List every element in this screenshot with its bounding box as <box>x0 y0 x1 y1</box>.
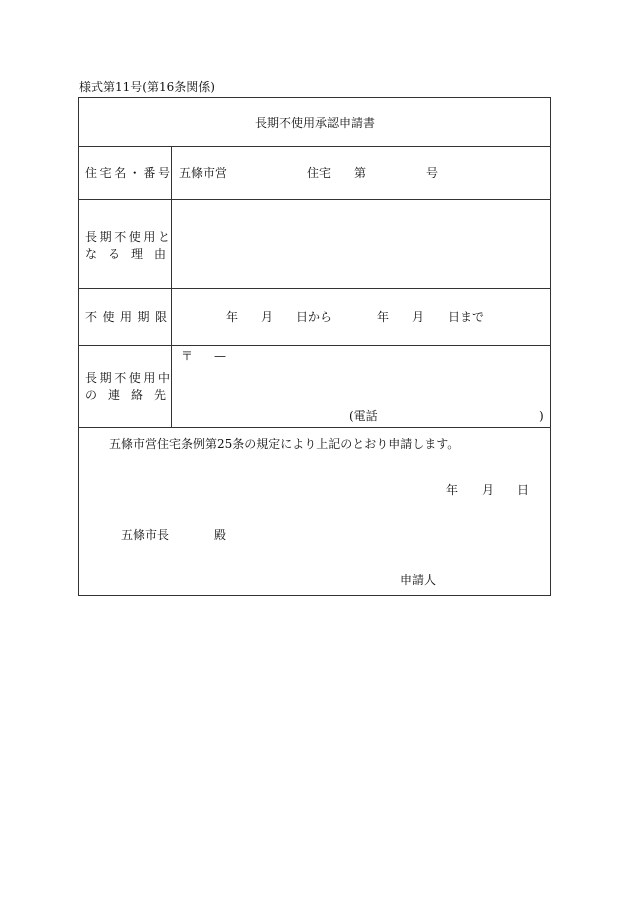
postal-mark-icon: 〒 <box>181 349 194 363</box>
period-label: 不使用期限 <box>85 310 173 324</box>
contact-label-line2: の連絡先 <box>85 388 178 402</box>
declaration-date-year: 年 <box>446 483 459 497</box>
row-divider-reason <box>78 288 551 289</box>
period-to-year: 年 <box>377 310 390 324</box>
period-from-month: 月 <box>261 310 274 324</box>
period-from-year: 年 <box>226 310 239 324</box>
addressee: 五條市長 <box>121 528 170 542</box>
period-to-month: 月 <box>412 310 425 324</box>
applicant-label: 申請人 <box>400 573 437 587</box>
addressee-honorific: 殿 <box>214 528 227 542</box>
postal-code-dash: — <box>214 349 226 363</box>
period-to-day: 日まで <box>448 310 485 324</box>
row-divider-title <box>78 146 551 147</box>
row-divider-housing <box>78 199 551 200</box>
period-from-day: 日から <box>296 310 333 324</box>
phone-close: ) <box>539 409 544 423</box>
declaration-statement: 五條市営住宅条例第25条の規定により上記のとおり申請します。 <box>109 437 460 451</box>
phone-open: (電話 <box>349 409 378 423</box>
housing-name-suffix: 住宅 <box>307 166 332 180</box>
contact-label-line1: 長期不使用中 <box>85 371 173 385</box>
declaration-date-month: 月 <box>482 483 495 497</box>
column-divider <box>171 146 172 428</box>
reason-label-line1: 長期不使用と <box>85 230 173 244</box>
housing-number-suffix: 号 <box>426 166 439 180</box>
housing-number-prefix: 第 <box>354 166 367 180</box>
housing-city-text: 五條市営 <box>179 166 228 180</box>
form-title: 長期不使用承認申請書 <box>255 116 376 130</box>
form-number: 様式第11号(第16条関係) <box>79 80 215 94</box>
row-divider-period <box>78 345 551 346</box>
row-divider-contact <box>78 427 551 428</box>
housing-label: 住宅名・番号 <box>85 166 173 180</box>
reason-label-line2: なる理由 <box>85 247 178 261</box>
declaration-date-day: 日 <box>517 483 530 497</box>
